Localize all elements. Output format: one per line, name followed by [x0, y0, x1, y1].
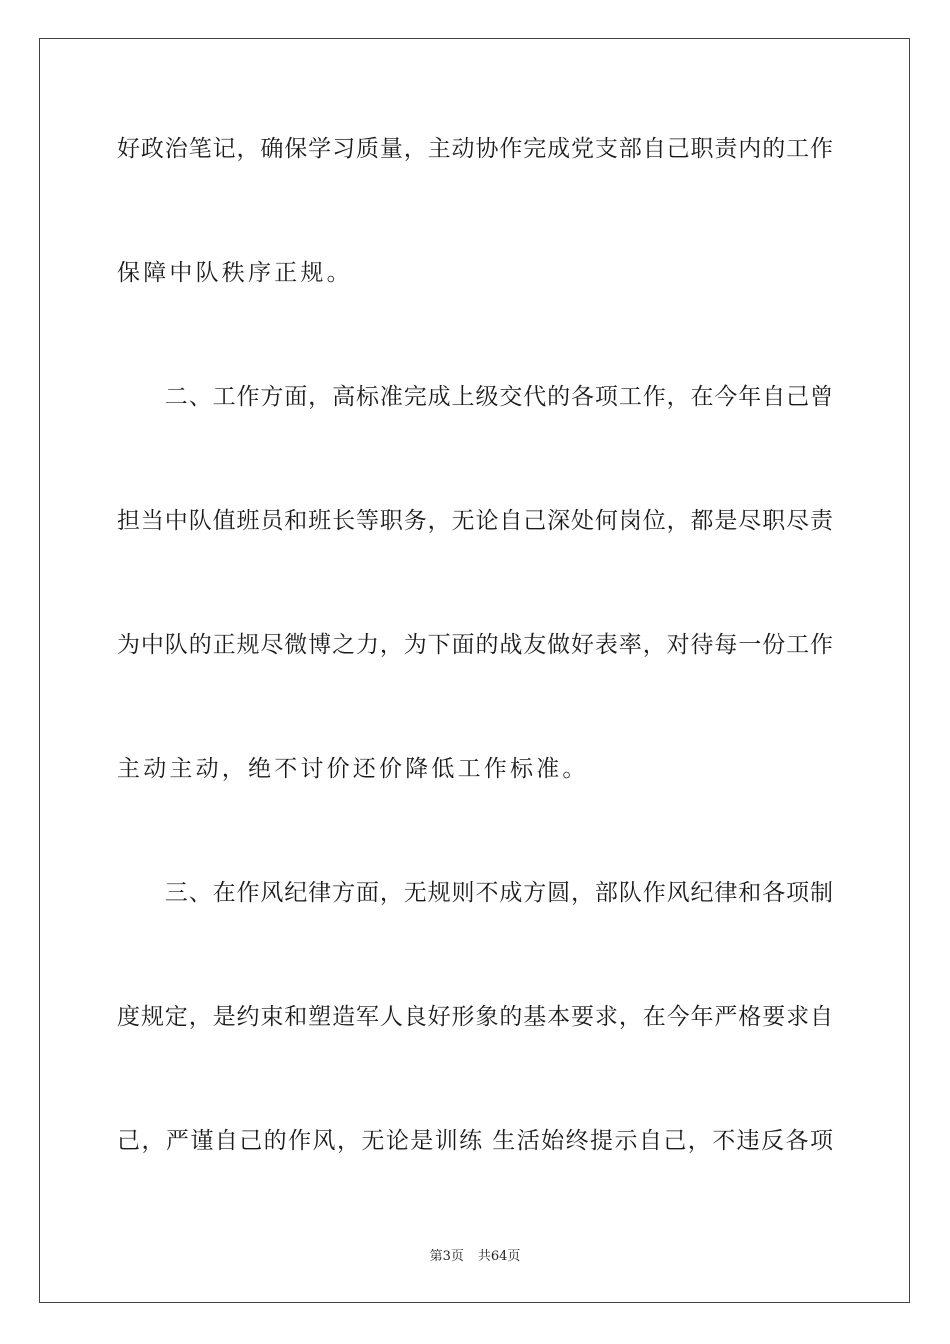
body-text-line: 好政治笔记，确保学习质量，主动协作完成党支部自己职责内的工作 [117, 136, 833, 162]
body-text-line: 三、在作风纪律方面，无规则不成方圆，部队作风纪律和各项制 [117, 880, 833, 906]
body-text-line: 二、工作方面，高标准完成上级交代的各项工作，在今年自己曾 [117, 384, 833, 410]
body-text-line: 己，严谨自己的作风，无论是训练 生活始终提示自己，不违反各项 [117, 1128, 833, 1154]
body-text-line: 担当中队值班员和班长等职务，无论自己深处何岗位，都是尽职尽责 [117, 508, 833, 534]
body-text-line: 保障中队秩序正规。 [117, 260, 353, 286]
page-number: 第3页 [429, 1249, 464, 1264]
body-text-line: 为中队的正规尽微博之力，为下面的战友做好表率，对待每一份工作 [117, 632, 833, 658]
body-text-line: 度规定，是约束和塑造军人良好形象的基本要求，在今年严格要求自 [117, 1004, 833, 1030]
page-total: 共64页 [477, 1249, 521, 1264]
page-border [39, 38, 910, 1303]
body-text-line: 主动主动，绝不讨价还价降低工作标准。 [117, 756, 589, 782]
page-footer [0, 1248, 950, 1266]
